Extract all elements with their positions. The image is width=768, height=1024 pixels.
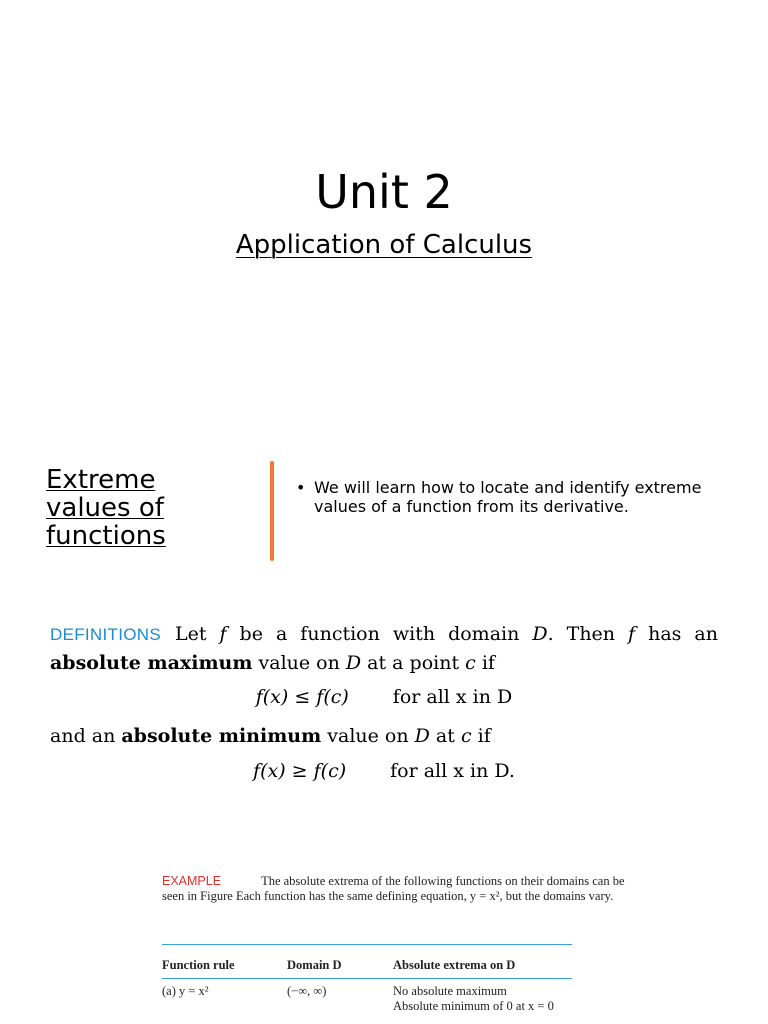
slide-subtitle: Application of Calculus <box>235 230 533 260</box>
definitions-label: DEFINITIONS <box>50 625 161 644</box>
table-header-domain: Domain D <box>287 958 342 972</box>
example-text: The absolute extrema of the following functions on their domains can be seen in Figure Each function has the same defining equation, y = x², but the domains vary. <box>162 874 625 903</box>
bullet-item <box>296 478 744 516</box>
definition-paragraph-2 <box>50 722 718 750</box>
var-D: D <box>414 725 430 747</box>
bullet-text: We will learn how to locate and identify extreme values of a function from its derivative. <box>314 478 702 516</box>
text-run: if <box>471 725 491 747</box>
bullet-icon: • <box>296 478 306 497</box>
table-cell-extrema: Absolute minimum of 0 at x = 0 <box>393 999 554 1013</box>
table-cell-rule: (a) y = x² <box>162 984 209 998</box>
var-c: c <box>460 725 472 747</box>
slide-title: Unit 2 <box>315 165 453 219</box>
term-absolute-minimum: absolute minimum <box>121 725 322 747</box>
text-run: value on <box>252 652 346 674</box>
section-heading <box>46 466 266 550</box>
var-D: D <box>345 652 362 674</box>
text-run: has an <box>635 623 718 645</box>
table-cell-extrema: No absolute maximum <box>393 984 507 998</box>
section-heading-line: functions <box>46 521 166 551</box>
formula-right: for all x in D. <box>390 760 515 782</box>
example-block <box>162 874 642 904</box>
table-top-rule <box>162 944 572 945</box>
table-header-extrema: Absolute extrema on D <box>393 958 516 972</box>
formula-left: f(x) ≥ f(c) <box>253 760 347 782</box>
accent-divider <box>270 461 274 561</box>
formula-right: for all x in D <box>392 686 513 708</box>
table-header-function-rule: Function rule <box>162 958 235 972</box>
term-absolute-maximum: absolute maximum <box>50 652 253 674</box>
var-D: D <box>532 623 548 645</box>
text-run: at a point <box>361 652 466 674</box>
var-f: f <box>219 623 227 645</box>
text-run: and an <box>50 725 122 747</box>
definition-paragraph <box>50 620 718 677</box>
formula-left: f(x) ≤ f(c) <box>255 686 349 708</box>
formula-min <box>50 760 718 782</box>
text-run: at <box>429 725 461 747</box>
text-run: if <box>475 652 495 674</box>
var-c: c <box>465 652 476 674</box>
definitions-block <box>50 620 718 677</box>
section-heading-line: Extreme <box>46 465 156 495</box>
text-run: . Then <box>547 623 629 645</box>
table-cell-domain: (−∞, ∞) <box>287 984 327 998</box>
text-run: value on <box>321 725 415 747</box>
section-heading-line: values of <box>46 493 164 523</box>
formula-max <box>50 686 718 708</box>
text-run: be a function with domain <box>226 623 533 645</box>
var-f: f <box>628 623 636 645</box>
text-run: Let <box>174 623 220 645</box>
table-header-rule <box>162 978 572 979</box>
example-label: EXAMPLE <box>162 874 222 888</box>
